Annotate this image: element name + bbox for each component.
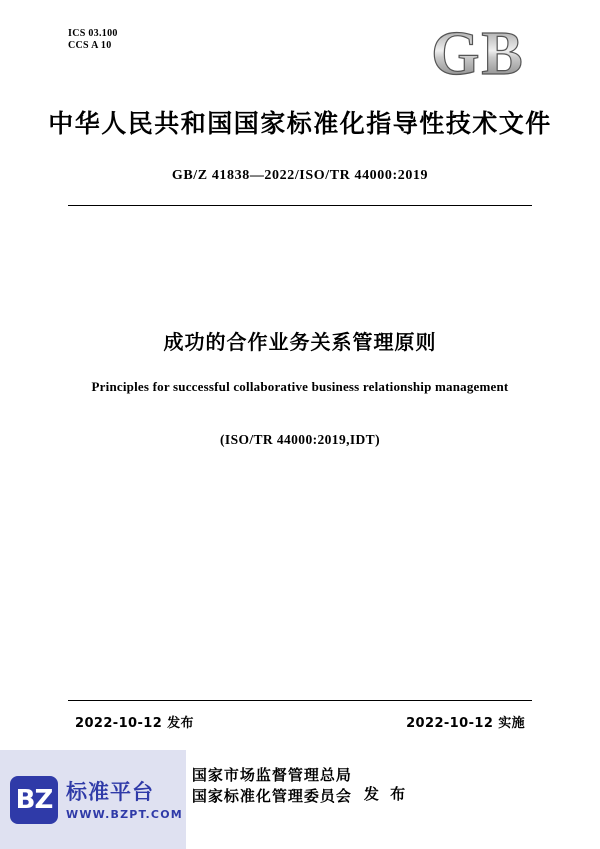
issuer-line-2: 国家标准化管理委员会 xyxy=(191,787,352,805)
divider-top xyxy=(68,205,532,206)
watermark-overlay xyxy=(0,750,186,849)
effective-date: 2022-10-12 实施 xyxy=(406,716,525,731)
ics-code: ICS 03.100 xyxy=(68,28,118,39)
watermark-url: WWW.BZPT.COM xyxy=(66,807,183,821)
watermark-logo-icon: BZ xyxy=(10,776,58,824)
issuer-names xyxy=(192,765,352,807)
watermark-text xyxy=(66,779,183,821)
page-title: 中华人民共和国国家标准化指导性技术文件 xyxy=(48,109,552,138)
issue-date: 2022-10-12 发布 xyxy=(75,716,194,731)
divider-bottom xyxy=(68,700,532,701)
subject-title-cn: 成功的合作业务关系管理原则 xyxy=(163,330,437,354)
gb-logo-icon xyxy=(418,22,538,84)
watermark-title: 标准平台 xyxy=(66,779,154,804)
classification-codes xyxy=(68,28,118,52)
issuer-verb: 发 布 xyxy=(363,784,409,803)
subject-title-en: Principles for successful collaborative business relationship management xyxy=(91,379,509,394)
standard-number: GB/Z 41838—2022/ISO/TR 44000:2019 xyxy=(171,168,429,183)
issuer-line-1: 国家市场监督管理总局 xyxy=(191,766,352,784)
ccs-code: CCS A 10 xyxy=(68,40,112,51)
subject-reference: (ISO/TR 44000:2019,IDT) xyxy=(220,432,380,447)
svg-text:GB: GB xyxy=(431,22,525,84)
